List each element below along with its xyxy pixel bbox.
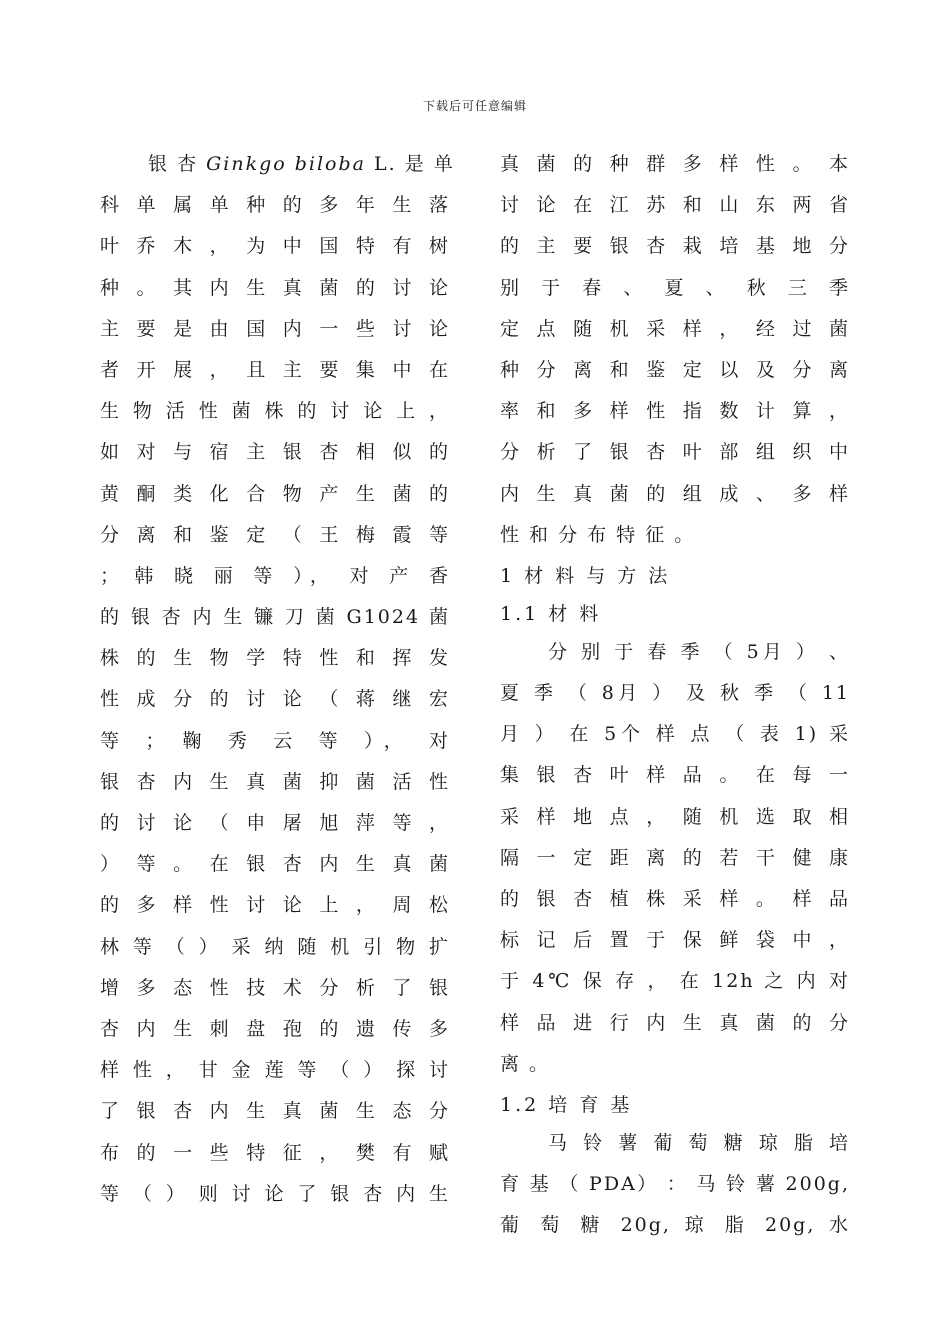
paragraph-line: 了 银 杏 内 生 真 菌 生 态 分 [100, 1100, 450, 1123]
subsection-heading-materials: 1.1 材 料 [500, 602, 602, 625]
paragraph-line: 银 杏 Ginkgo biloba L. 是 单 [148, 153, 455, 175]
paragraph-line: 黄 酮 类 化 合 物 产 生 菌 的 [100, 482, 450, 505]
paragraph-line: 分 离 和 鉴 定 （ 王 梅 霞 等 [100, 523, 450, 546]
paragraph-line: 分 别 于 春 季 （ 5月 ） 、 [548, 640, 850, 663]
paragraph-line: 株 的 生 物 学 特 性 和 挥 发 [100, 647, 450, 670]
paragraph-line: 内 生 真 菌 的 组 成 、 多 样 [500, 482, 850, 505]
section-heading-methods: 1 材 料 与 方 法 [500, 564, 671, 587]
right-text-column [500, 150, 850, 1253]
species-name: Ginkgo biloba [206, 153, 366, 175]
subsection-heading-medium: 1.2 培 育 基 [500, 1093, 633, 1116]
paragraph-line: 真 菌 的 种 群 多 样 性 。 本 [500, 153, 850, 175]
paragraph-line: 等 （ ） 则 讨 论 了 银 杏 内 生 [100, 1182, 450, 1205]
paragraph-line: 科 单 属 单 种 的 多 年 生 落 [100, 194, 450, 217]
paragraph-line: 的 银 杏 植 株 采 样 。 样 品 [500, 888, 850, 910]
paragraph-line: 如 对 与 宿 主 银 杏 相 似 的 [100, 441, 450, 464]
paragraph-line: 主 要 是 由 国 内 一 些 讨 论 [100, 317, 450, 340]
paragraph-line: 的 多 样 性 讨 论 上 ， 周 松 [100, 894, 450, 917]
paragraph-line: 等 ； 鞠 秀 云 等 ）， 对 [100, 729, 450, 752]
paragraph-line: 银 杏 内 生 真 菌 抑 菌 活 性 [100, 770, 450, 793]
paragraph-line: ） 等 。 在 银 杏 内 生 真 菌 [100, 853, 450, 876]
paragraph-line: 离 。 [500, 1052, 551, 1075]
paragraph-line: 林 等 （ ） 采 纳 随 机 引 物 扩 [100, 935, 450, 958]
paragraph-line: 月 ） 在 5个 样 点 （ 表 1) 采 [500, 723, 850, 746]
paragraph-line: 讨 论 在 江 苏 和 山 东 两 省 [500, 194, 850, 217]
paragraph-line: 性 成 分 的 讨 论 （ 蒋 继 宏 [100, 688, 450, 711]
paragraph-line: 种 分 离 和 鉴 定 以 及 分 离 [500, 358, 850, 381]
paragraph-line: 样 性 ， 甘 金 莲 等 （ ） 探 讨 [100, 1059, 450, 1082]
paragraph-line: 隔 一 定 距 离 的 若 干 健 康 [500, 846, 850, 869]
paragraph-line: 的 银 杏 内 生 镰 刀 菌 G1024 菌 [100, 606, 450, 629]
paragraph-line: 采 样 地 点 ， 随 机 选 取 相 [500, 805, 850, 828]
paragraph-line: ； 韩 晓 丽 等 ）， 对 产 香 [100, 564, 450, 587]
paragraph-line: 集 银 杏 叶 样 品 。 在 每 一 [500, 764, 850, 787]
paragraph-line: 别 于 春 、 夏 、 秋 三 季 [500, 276, 850, 299]
paragraph-line: 的 讨 论 （ 申 屠 旭 萍 等 ， [100, 812, 450, 834]
paragraph-line: 增 多 态 性 技 术 分 析 了 银 [100, 976, 450, 999]
paragraph-line: 种 。 其 内 生 真 菌 的 讨 论 [100, 276, 450, 299]
paragraph-line: 育 基 （ PDA） ： 马 铃 薯 200g, [500, 1173, 850, 1196]
left-text-column [100, 150, 455, 1221]
paragraph-line: 夏 季 （ 8月 ） 及 秋 季 （ 11 [500, 682, 850, 705]
paragraph-line: 性 和 分 布 特 征 。 [500, 523, 696, 546]
page-header-note: 下载后可任意编辑 [422, 99, 527, 113]
paragraph-line: 率 和 多 样 性 指 数 计 算 ， [500, 400, 850, 423]
paragraph-line: 杏 内 生 刺 盘 孢 的 遗 传 多 [100, 1017, 450, 1040]
paragraph-line: 于 4℃ 保 存 ， 在 12h 之 内 对 [500, 970, 850, 993]
paragraph-line: 样 品 进 行 内 生 真 菌 的 分 [500, 1011, 850, 1034]
paragraph-line: 生 物 活 性 菌 株 的 讨 论 上 ， [100, 400, 450, 423]
paragraph-line: 标 记 后 置 于 保 鲜 袋 中 ， [500, 929, 850, 952]
paragraph-line: 叶 乔 木 ， 为 中 国 特 有 树 [100, 235, 450, 258]
paragraph-line: 葡 萄 糖 20g, 琼 脂 20g, 水 [500, 1214, 850, 1237]
paragraph-line: 分 析 了 银 杏 叶 部 组 织 中 [500, 441, 850, 464]
paragraph-line: 布 的 一 些 特 征 ， 樊 有 赋 [100, 1141, 450, 1164]
paragraph-line: 者 开 展 ， 且 主 要 集 中 在 [100, 358, 450, 381]
paragraph-line: 定 点 随 机 采 样 ， 经 过 菌 [500, 317, 850, 340]
paragraph-line: 马 铃 薯 葡 萄 糖 琼 脂 培 [548, 1131, 850, 1154]
paragraph-line: 的 主 要 银 杏 栽 培 基 地 分 [500, 235, 850, 258]
